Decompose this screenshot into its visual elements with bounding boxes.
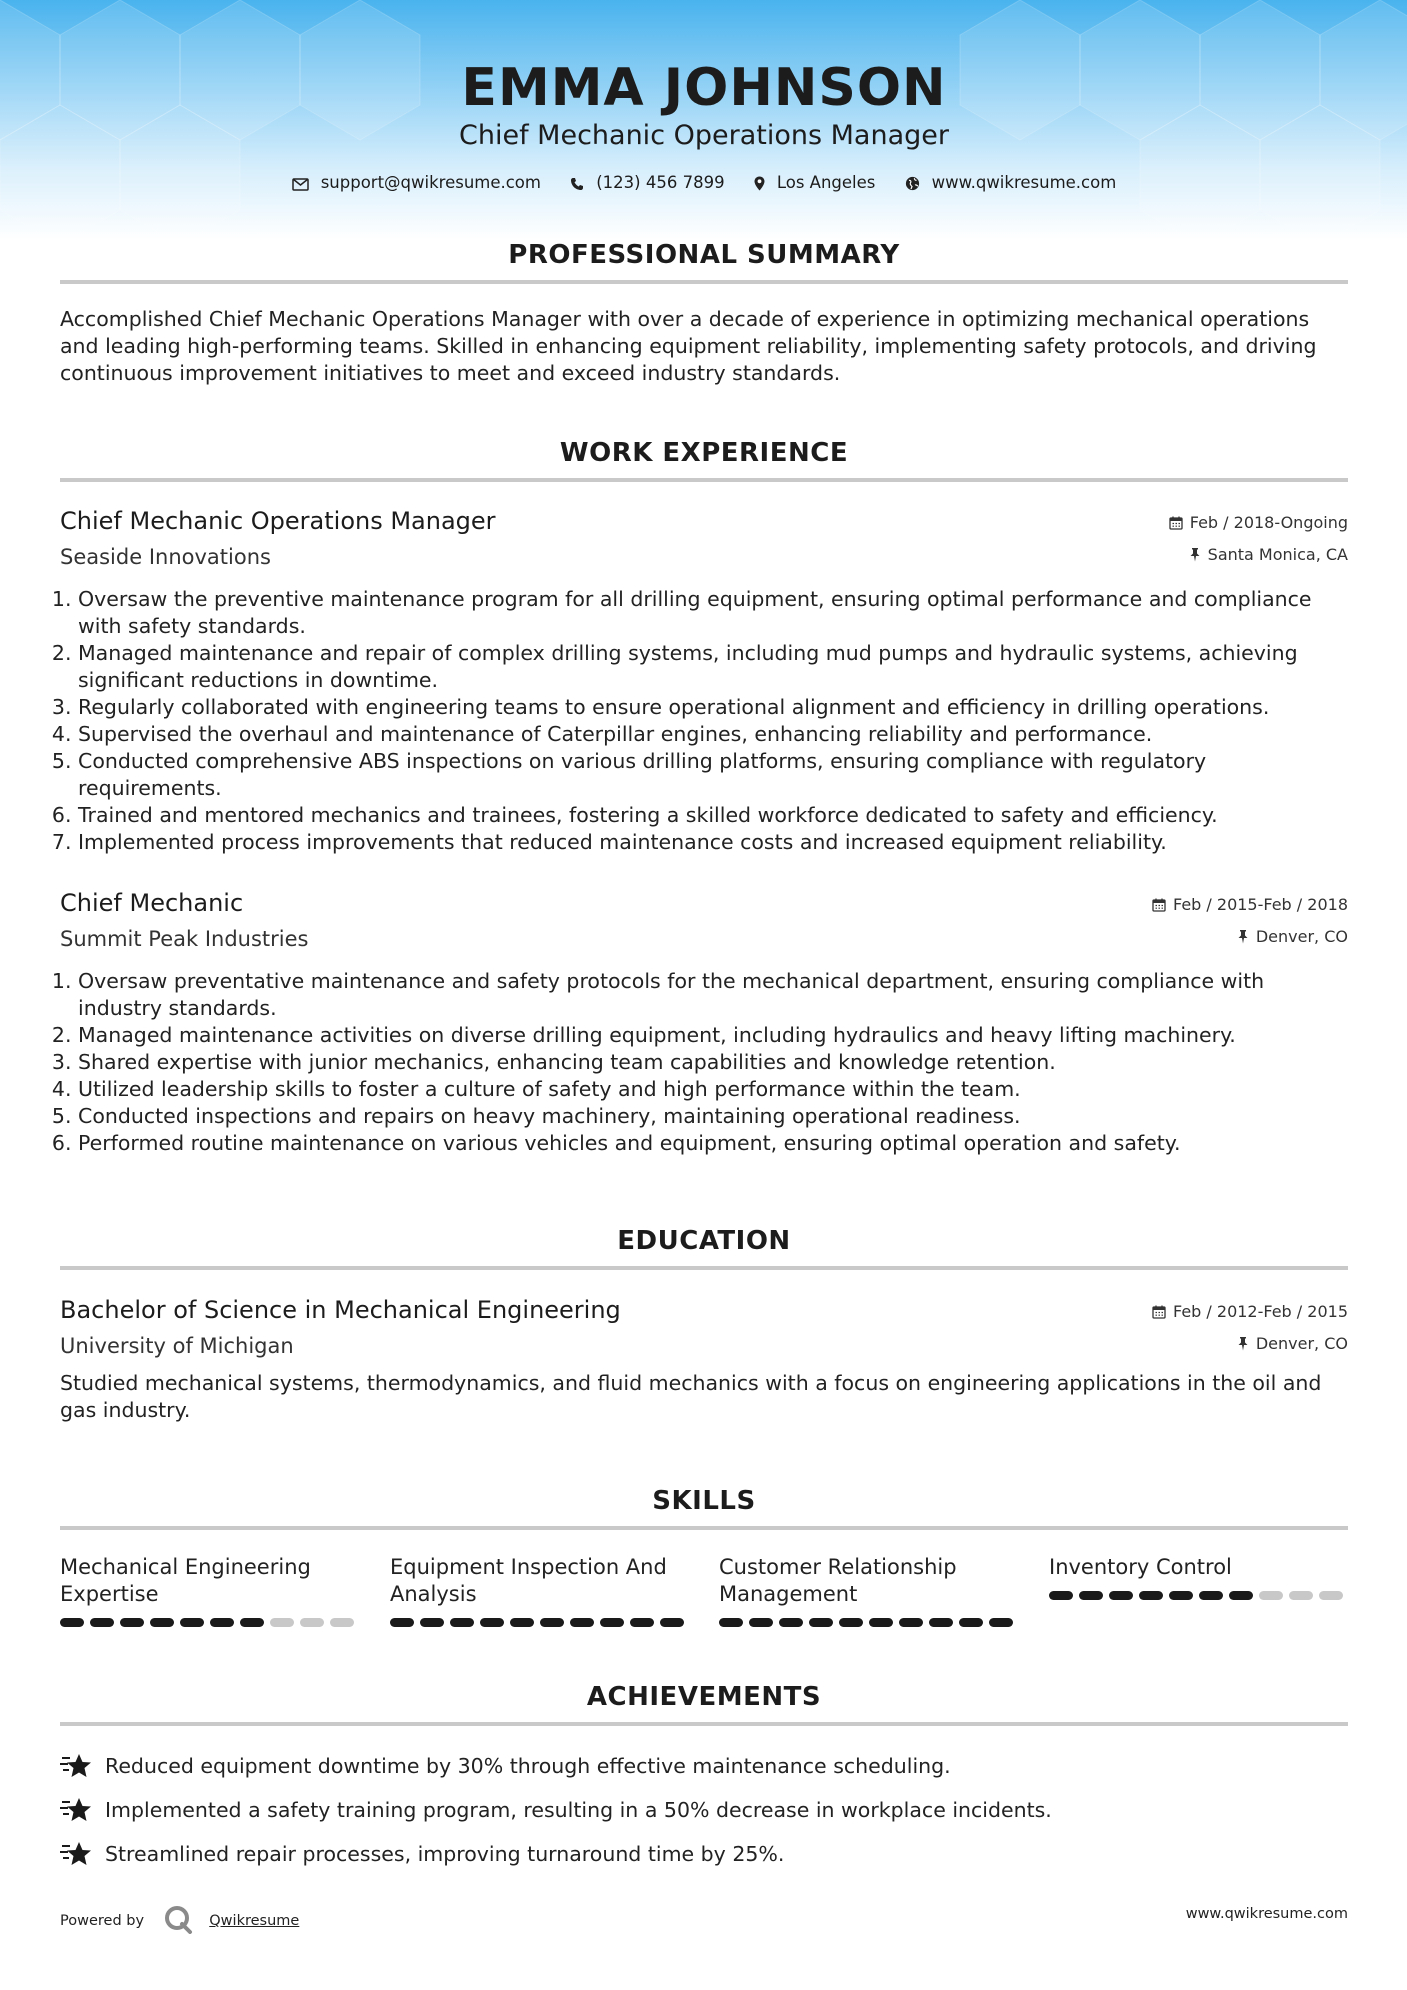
skill-segment-empty — [1289, 1591, 1313, 1600]
list-item: 6. Performed routine maintenance on various vehicles and equipment, ensuring optimal operation and safety. — [78, 1130, 1348, 1157]
calendar-icon — [1169, 516, 1183, 530]
list-item: 5. Conducted inspections and repairs on heavy machinery, maintaining operational readiness. — [78, 1103, 1348, 1130]
degree-title: Bachelor of Science in Mechanical Engineering — [60, 1296, 621, 1324]
job-company: Seaside Innovations — [60, 545, 271, 569]
skill-segment-filled — [60, 1618, 84, 1627]
contact-location — [754, 173, 876, 192]
pushpin-icon — [1237, 929, 1249, 944]
skill-segment-filled — [1139, 1591, 1163, 1600]
job-dates-text: Feb / 2018-Ongoing — [1189, 513, 1348, 532]
skill-segment-filled — [510, 1618, 534, 1627]
contact-bar — [60, 172, 1348, 192]
skill-segment-filled — [390, 1618, 414, 1627]
skill-segment-filled — [749, 1618, 773, 1627]
phone-text: (123) 456 7899 — [596, 173, 725, 192]
job-title: Chief Mechanic Operations Manager — [60, 507, 496, 535]
skill-segment-filled — [120, 1618, 144, 1627]
experience-heading: WORK EXPERIENCE — [559, 438, 849, 468]
education-location — [1237, 1334, 1348, 1353]
skill-name: Equipment Inspection And Analysis — [390, 1555, 667, 1606]
list-item: 1. Oversaw preventative maintenance and safety protocols for the mechanical department, ensuring compliance with industry standards. — [78, 968, 1348, 1022]
skill-segment-empty — [1319, 1591, 1343, 1600]
list-item: 4. Utilized leadership skills to foster a culture of safety and high performance within the team. — [78, 1076, 1348, 1103]
calendar-icon — [1152, 1305, 1166, 1319]
star-badge-icon — [60, 1752, 92, 1782]
skill-segment-filled — [480, 1618, 504, 1627]
skill-segment-filled — [959, 1618, 983, 1627]
skill-segment-filled — [1169, 1591, 1193, 1600]
qwikresume-link[interactable]: Qwikresume — [209, 1913, 300, 1929]
skill-name: Inventory Control — [1049, 1555, 1232, 1579]
skill-item — [60, 1554, 360, 1627]
skill-segment-empty — [300, 1618, 324, 1627]
skill-segment-filled — [180, 1618, 204, 1627]
skill-segment-empty — [270, 1618, 294, 1627]
skill-segment-filled — [240, 1618, 264, 1627]
job-bullets — [60, 586, 1348, 856]
star-badge-icon — [60, 1840, 92, 1870]
achievement-text: Streamlined repair processes, improving turnaround time by 25%. — [105, 1842, 785, 1866]
skill-segment-filled — [210, 1618, 234, 1627]
section-divider — [60, 1722, 1348, 1726]
skills-heading: SKILLS — [652, 1486, 756, 1516]
section-divider — [60, 1526, 1348, 1530]
job-title: Chief Mechanic — [60, 889, 244, 917]
phone-icon — [570, 177, 584, 191]
star-badge-icon — [60, 1796, 92, 1826]
education-location-text: Denver, CO — [1255, 1334, 1348, 1353]
skill-segment-filled — [719, 1618, 743, 1627]
qwikresume-logo-icon — [163, 1904, 193, 1938]
list-item: 6. Trained and mentored mechanics and trainees, fostering a skilled workforce dedicated to safety and efficiency. — [78, 802, 1348, 829]
section-divider — [60, 280, 1348, 284]
skill-level-bar — [390, 1618, 690, 1627]
job-dates — [1152, 895, 1348, 914]
skill-segment-filled — [600, 1618, 624, 1627]
pushpin-icon — [1189, 547, 1201, 562]
skill-segment-filled — [150, 1618, 174, 1627]
skill-segment-filled — [779, 1618, 803, 1627]
skill-name: Customer Relationship Management — [719, 1555, 957, 1606]
list-item: 1. Oversaw the preventive maintenance program for all drilling equipment, ensuring optimal performance and compliance with safety standards. — [78, 586, 1348, 640]
envelope-icon — [292, 178, 309, 191]
contact-website[interactable] — [905, 173, 1117, 192]
skill-segment-filled — [450, 1618, 474, 1627]
achievement-text: Implemented a safety training program, resulting in a 50% decrease in workplace incidents. — [105, 1798, 1052, 1822]
job-company: Summit Peak Industries — [60, 927, 309, 951]
summary-heading: PROFESSIONAL SUMMARY — [508, 240, 900, 270]
skill-level-bar — [60, 1618, 360, 1627]
skill-segment-filled — [1049, 1591, 1073, 1600]
skill-segment-filled — [899, 1618, 923, 1627]
skill-segment-filled — [929, 1618, 953, 1627]
achievements-heading: ACHIEVEMENTS — [586, 1682, 822, 1712]
job-dates — [1169, 513, 1348, 532]
section-divider — [60, 478, 1348, 482]
list-item: 3. Regularly collaborated with engineering teams to ensure operational alignment and efficiency in drilling operations. — [78, 694, 1348, 721]
education-dates — [1152, 1302, 1348, 1321]
email-text: support@qwikresume.com — [320, 173, 541, 192]
list-item: 4. Supervised the overhaul and maintenance of Caterpillar engines, enhancing reliability and performance. — [78, 721, 1348, 748]
education-description: Studied mechanical systems, thermodynamics, and fluid mechanics with a focus on engineering applications in the oil and gas industry. — [60, 1371, 1322, 1422]
skill-item — [390, 1554, 690, 1627]
calendar-icon — [1152, 898, 1166, 912]
skill-segment-filled — [1199, 1591, 1223, 1600]
job-location-text: Denver, CO — [1255, 927, 1348, 946]
job-location — [1189, 545, 1348, 564]
achievement-text: Reduced equipment downtime by 30% through effective maintenance scheduling. — [105, 1754, 951, 1778]
skill-segment-filled — [540, 1618, 564, 1627]
skills-section — [60, 1484, 1348, 1530]
summary-text: Accomplished Chief Mechanic Operations Manager with over a decade of experience in optimizing mechanical operations and leading high-performing teams. Skilled in enhancing equipment reliability, implementing safety protocols, and driving continuous improvement initiatives to meet and exceed industry standards. — [60, 307, 1317, 385]
location-text: Los Angeles — [776, 173, 876, 192]
skill-segment-empty — [330, 1618, 354, 1627]
list-item: 7. Implemented process improvements that reduced maintenance costs and increased equipment reliability. — [78, 829, 1348, 856]
skill-segment-filled — [1229, 1591, 1253, 1600]
list-item: 2. Managed maintenance and repair of complex drilling systems, including mud pumps and hydraulic systems, achieving significant reductions in downtime. — [78, 640, 1348, 694]
skill-segment-filled — [809, 1618, 833, 1627]
job-location — [1237, 927, 1348, 946]
skill-segment-filled — [630, 1618, 654, 1627]
footer-website-link[interactable]: www.qwikresume.com — [1185, 1906, 1348, 1922]
skill-segment-filled — [90, 1618, 114, 1627]
education-section — [60, 1224, 1348, 1270]
job-bullets — [60, 968, 1348, 1157]
candidate-name: EMMA JOHNSON — [461, 58, 947, 118]
skill-segment-filled — [1079, 1591, 1103, 1600]
skill-segment-filled — [1109, 1591, 1133, 1600]
contact-email[interactable] — [292, 173, 541, 192]
skill-item — [1049, 1554, 1349, 1600]
skill-name: Mechanical Engineering Expertise — [60, 1555, 311, 1606]
skill-segment-empty — [1259, 1591, 1283, 1600]
skill-segment-filled — [839, 1618, 863, 1627]
skill-segment-filled — [420, 1618, 444, 1627]
education-heading: EDUCATION — [617, 1226, 791, 1256]
powered-by-label: Powered by — [60, 1913, 145, 1929]
globe-icon — [905, 176, 920, 191]
pushpin-icon — [1237, 1336, 1249, 1351]
footer-powered-by — [60, 1904, 299, 1938]
list-item: 5. Conducted comprehensive ABS inspections on various drilling platforms, ensuring compliance with regulatory requirements. — [78, 748, 1348, 802]
skill-level-bar — [719, 1618, 1019, 1627]
skill-segment-filled — [660, 1618, 684, 1627]
skill-segment-filled — [869, 1618, 893, 1627]
skill-level-bar — [1049, 1591, 1349, 1600]
contact-phone[interactable] — [570, 173, 724, 192]
map-pin-icon — [754, 176, 765, 191]
job-dates-text: Feb / 2015-Feb / 2018 — [1173, 895, 1348, 914]
education-dates-text: Feb / 2012-Feb / 2015 — [1173, 1302, 1348, 1321]
job-location-text: Santa Monica, CA — [1207, 545, 1348, 564]
summary-section — [60, 238, 1348, 387]
website-text: www.qwikresume.com — [931, 173, 1117, 192]
skill-segment-filled — [570, 1618, 594, 1627]
list-item: 2. Managed maintenance activities on diverse drilling equipment, including hydraulics and heavy lifting machinery. — [78, 1022, 1348, 1049]
section-divider — [60, 1266, 1348, 1270]
candidate-title: Chief Mechanic Operations Manager — [459, 120, 949, 151]
experience-section — [60, 436, 1348, 482]
list-item: 3. Shared expertise with junior mechanics, enhancing team capabilities and knowledge retention. — [78, 1049, 1348, 1076]
skill-segment-filled — [989, 1618, 1013, 1627]
skill-item — [719, 1554, 1019, 1627]
school-name: University of Michigan — [60, 1334, 294, 1358]
achievements-section — [60, 1680, 1348, 1726]
